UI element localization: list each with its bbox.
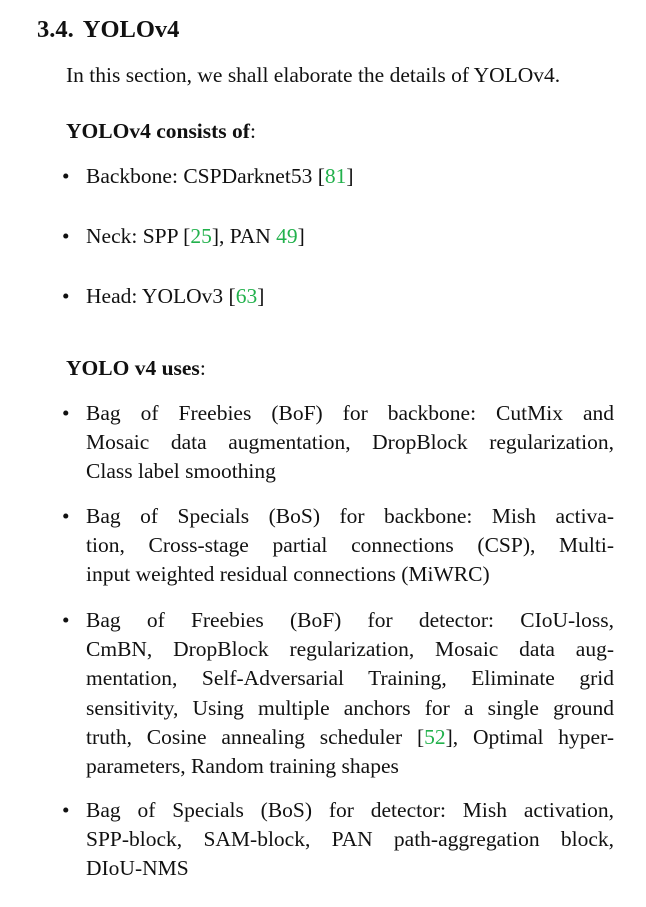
citation-link[interactable]: 81 [324, 164, 347, 188]
list-item-backbone [62, 162, 614, 191]
bullet-icon: • [62, 504, 70, 528]
list-item-line: Mosaic data augmentation, DropBlock regularization, [86, 430, 614, 455]
list-item-line: DIoU-NMS [86, 856, 189, 881]
list-item-head [62, 282, 614, 311]
list-item-line: tion, Cross-stage partial connections (CSP), Multi- [86, 533, 614, 558]
list-item-line: sensitivity, Using multiple anchors for a single ground [86, 695, 614, 720]
bullet-icon: • [62, 798, 70, 822]
list-item-line: truth, Cosine annealing scheduler [52], Optimal hyper- [86, 724, 614, 749]
bullet-icon: • [62, 608, 70, 632]
citation-link[interactable]: 25 [190, 224, 212, 248]
bullet-icon: • [62, 284, 70, 308]
list-item-neck [62, 222, 614, 251]
list-item-bos-backbone [62, 502, 614, 590]
uses-heading-colon: : [199, 356, 206, 380]
bullet-icon: • [62, 224, 70, 248]
list-item-line: SPP-block, SAM-block, PAN path-aggregation block, [86, 827, 614, 852]
list-item-text: Head: YOLOv3 [63] [86, 284, 265, 308]
list-item-line: input weighted residual connections (MiWRC) [86, 562, 490, 587]
list-item-bos-detector [62, 796, 614, 884]
list-item-line: Bag of Specials (BoS) for backbone: Mish activa- [86, 504, 614, 528]
consists-heading-bold: YOLOv4 consists of [66, 119, 250, 143]
list-item-line: Bag of Freebies (BoF) for detector: CIoU-loss, [86, 608, 614, 632]
section-number: 3.4. [37, 16, 74, 43]
uses-heading-bold: YOLO v4 uses [66, 356, 200, 380]
consists-heading [66, 117, 256, 146]
bullet-icon: • [62, 164, 70, 188]
list-item-bof-backbone [62, 399, 614, 487]
list-item-bof-detector [62, 606, 614, 781]
citation-link[interactable]: 49 [276, 224, 298, 248]
list-item-line: mentation, Self-Adversarial Training, Eliminate grid [86, 666, 614, 691]
list-item-line: Class label smoothing [86, 459, 276, 484]
section-title: YOLOv4 [82, 16, 180, 43]
list-item-line: Bag of Specials (BoS) for detector: Mish activation, [86, 798, 614, 822]
list-item-text: Backbone: CSPDarknet53 [81] [86, 164, 354, 188]
citation-link[interactable]: 63 [235, 284, 258, 308]
bullet-icon: • [62, 401, 70, 425]
section-heading [37, 14, 179, 46]
citation-link[interactable]: 52 [424, 724, 446, 749]
section-intro: In this section, we shall elaborate the details of YOLOv4. [66, 63, 561, 87]
list-item-line: parameters, Random training shapes [86, 754, 399, 779]
list-item-line: Bag of Freebies (BoF) for backbone: CutMix and [86, 401, 614, 425]
list-item-line: CmBN, DropBlock regularization, Mosaic data aug- [86, 637, 614, 662]
uses-heading [66, 354, 206, 383]
list-item-text: Neck: SPP [25], PAN 49] [86, 224, 305, 248]
consists-heading-colon: : [249, 119, 256, 143]
